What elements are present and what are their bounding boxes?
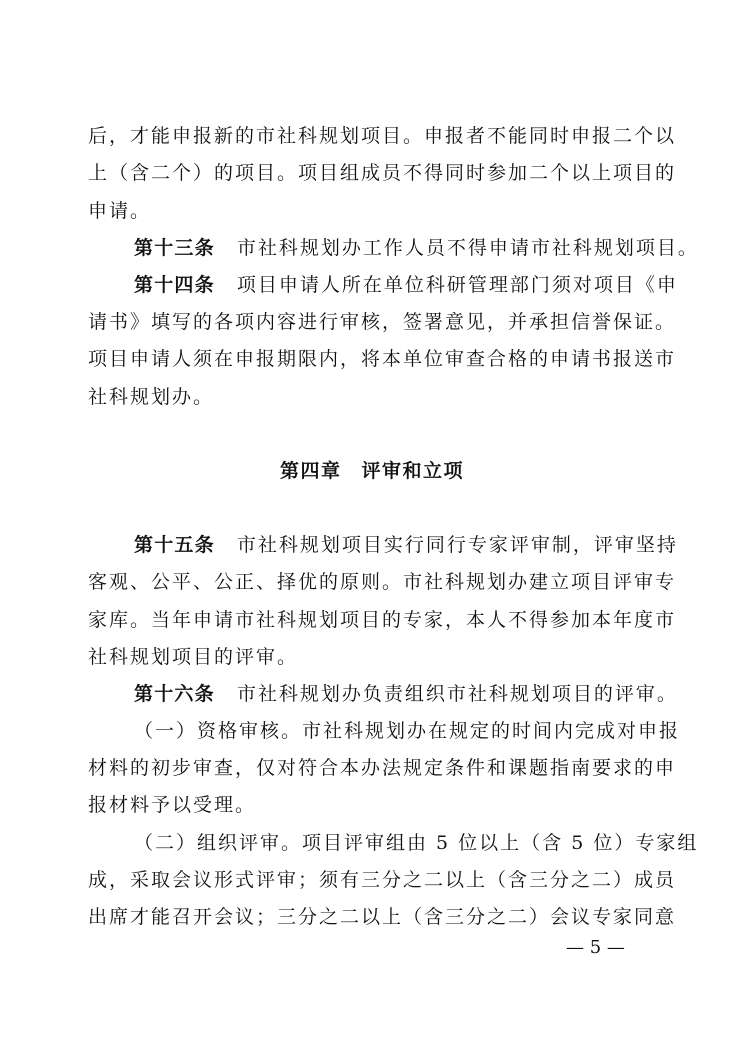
article-15-line: 客观、公平、公正、择优的原则。市社科规划办建立项目评审专 (88, 571, 677, 593)
article-16-item-2-line: 成，采取会议形式评审；须有三分之二以上（含三分之二）成员 (88, 869, 677, 891)
article-16 (134, 682, 678, 706)
article-15-text: 市社科规划项目实行同行专家评审制，评审坚持 (236, 534, 678, 556)
chapter-title: 评审和立项 (361, 460, 465, 482)
article-14-heading: 第十四条 (134, 274, 215, 296)
chapter-number: 第四章 (279, 460, 342, 482)
article-13-text: 市社科规划办工作人员不得申请市社科规划项目。 (236, 237, 699, 259)
article-16-heading: 第十六条 (134, 683, 215, 705)
article-14 (134, 273, 678, 297)
article-16-item-1-line: 报材料予以受理。 (88, 794, 257, 816)
paragraph-line: 后，才能申报新的市社科规划项目。申报者不能同时申报二个以 (88, 125, 677, 147)
article-16-item-2-line: （二）组织评审。项目评审组由 5 位以上（含 5 位）专家组 (134, 832, 699, 854)
paragraph-line: 申请。 (88, 200, 152, 222)
article-16-text: 市社科规划办负责组织市社科规划项目的评审。 (236, 683, 678, 705)
article-13 (134, 236, 699, 260)
article-14-line: 项目申请人须在申报期限内，将本单位审查合格的申请书报送市 (88, 348, 677, 370)
article-14-line: 请书》填写的各项内容进行审核，签署意见，并承担信誉保证。 (88, 311, 677, 333)
article-15-line: 家库。当年申请市社科规划项目的专家，本人不得参加本年度市 (88, 609, 677, 631)
article-16-item-2-line: 出席才能召开会议；三分之二以上（含三分之二）会议专家同意 (88, 906, 677, 928)
paragraph-line: 上（含二个）的项目。项目组成员不得同时参加二个以上项目的 (88, 162, 677, 184)
article-15-line: 社科规划项目的评审。 (88, 646, 299, 668)
article-15 (134, 533, 678, 557)
article-16-item-1-line: （一）资格审核。市社科规划办在规定的时间内完成对申报 (134, 720, 681, 742)
article-13-heading: 第十三条 (134, 237, 215, 259)
chapter-heading (0, 459, 744, 483)
article-15-heading: 第十五条 (134, 534, 215, 556)
article-14-line: 社科规划办。 (88, 386, 215, 408)
page-number: — 5 — (566, 937, 625, 958)
article-14-text: 项目申请人所在单位科研管理部门须对项目《申 (236, 274, 678, 296)
article-16-item-1-line: 材料的初步审查，仅对符合本办法规定条件和课题指南要求的申 (88, 757, 677, 779)
